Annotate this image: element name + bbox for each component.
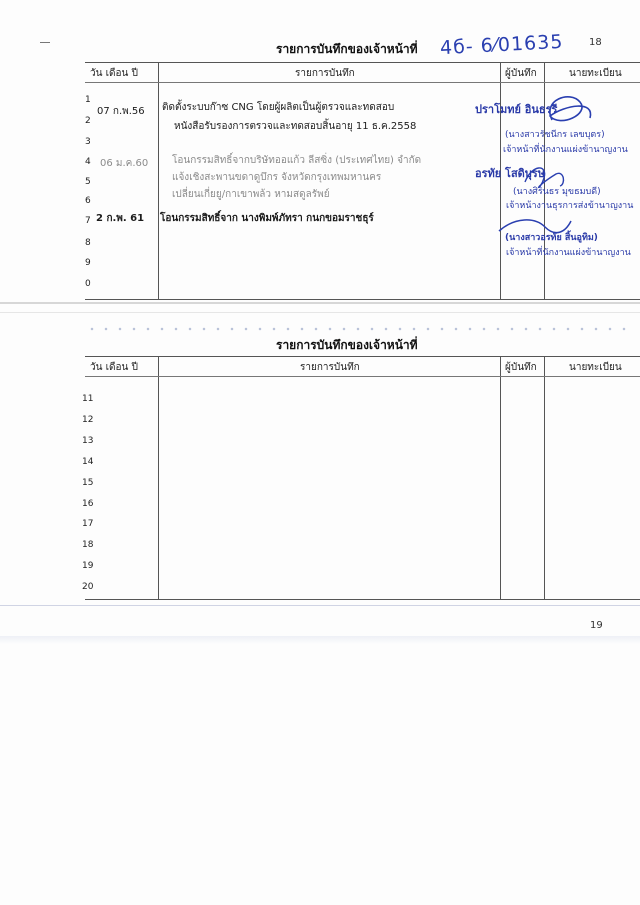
row-number: 1 bbox=[85, 95, 91, 105]
row-number: 3 bbox=[85, 137, 91, 147]
row-number: 19 bbox=[82, 561, 94, 571]
entry-line: โอนกรรมสิทธิ์จาก นางพิมพ์ภัทรา กนกขอมราชธุร์ bbox=[160, 213, 374, 224]
header-registrar: นายทะเบียน bbox=[569, 68, 622, 79]
header-registrar: นายทะเบียน bbox=[569, 362, 622, 373]
margin-mark bbox=[40, 42, 50, 43]
row-number: 7 bbox=[85, 216, 91, 226]
row-number: 2 bbox=[85, 116, 91, 126]
header-date: วัน เดือน ปี bbox=[90, 68, 138, 79]
row-number: 6 bbox=[85, 196, 91, 206]
header-recorder: ผู้บันทึก bbox=[505, 68, 537, 79]
header-date: วัน เดือน ปี bbox=[90, 362, 138, 373]
signature-scribble-1 bbox=[540, 90, 600, 130]
record-table-bottom bbox=[85, 356, 640, 600]
row-number: 12 bbox=[82, 415, 94, 425]
officer-role-2: เจ้าหน้างานธุรการส่งข้านาญงาน bbox=[506, 201, 634, 211]
section-title-top: รายการบันทึกของเจ้าหน้าที่ bbox=[276, 42, 418, 56]
signature-scribble-3 bbox=[495, 213, 575, 243]
entry-line: หนังสือรับรองการตรวจและทดสอบสิ้นอายุ 11 ธ.ค.2558 bbox=[174, 121, 417, 132]
header-recorder: ผู้บันทึก bbox=[505, 362, 537, 373]
row-number: 4 bbox=[85, 157, 91, 167]
row-number: 8 bbox=[85, 238, 91, 248]
page-number-bottom: 19 bbox=[590, 620, 603, 631]
perforation-dots bbox=[85, 326, 630, 332]
officer-name-2: อรทัย โสดิบุรษ bbox=[475, 167, 545, 180]
row-number: 18 bbox=[82, 540, 94, 550]
row-number: 15 bbox=[82, 478, 94, 488]
entry-date: 2 ก.พ. 61 bbox=[96, 213, 145, 224]
entry-date: 07 ก.พ.56 bbox=[97, 106, 145, 117]
row-number: 17 bbox=[82, 519, 94, 529]
row-number: 11 bbox=[82, 394, 94, 404]
officer-sub-1: (นางสาวรัชนีกร เลขบุตร) bbox=[505, 130, 605, 140]
entry-date: 06 ม.ค.60 bbox=[100, 158, 149, 169]
page-number-top: 18 bbox=[589, 37, 602, 48]
row-number: 0 bbox=[85, 279, 91, 289]
entry-line: ติดตั้งระบบก๊าซ CNG โดยผู้ผลิตเป็นผู้ตรวจและทดสอบ bbox=[162, 102, 395, 113]
page-edge-shadow bbox=[0, 636, 640, 644]
entry-line: โอนกรรมสิทธิ์จากบริษัทออแก้ว ลีสซิ่ง (ประเทศไทย) จำกัด bbox=[172, 155, 422, 166]
officer-role-1: เจ้าหน้าที่นักงานแผ่งข้านาญงาน bbox=[503, 145, 628, 155]
row-number: 13 bbox=[82, 436, 94, 446]
row-number: 5 bbox=[85, 177, 91, 187]
row-number: 9 bbox=[85, 258, 91, 268]
header-record: รายการบันทึก bbox=[295, 68, 355, 79]
officer-sub-2: (นางศิรินธร มุขธมบดี) bbox=[513, 187, 601, 197]
officer-sub-3: (นางสาวอรทัย สิ้นอูทิม) bbox=[505, 233, 598, 243]
entry-line: แจ้งเชิงสะพานขดาดูบึกร จังหวัดกรุงเทพมหานคร bbox=[172, 172, 382, 183]
signature-scribble-2 bbox=[520, 162, 570, 192]
page-separator bbox=[0, 302, 640, 304]
page-separator bbox=[0, 312, 640, 313]
row-number: 16 bbox=[82, 499, 94, 509]
header-record: รายการบันทึก bbox=[300, 362, 360, 373]
handwritten-stamp: 4б- 6⁄01635 bbox=[439, 30, 564, 60]
page-bottom-rule bbox=[0, 605, 640, 606]
row-number: 20 bbox=[82, 582, 94, 592]
entry-line: เปลี่ยนเกี่ยยู/กาเขาพล้ว หามสดูลรัพย์ bbox=[172, 189, 330, 200]
section-title-bottom: รายการบันทึกของเจ้าหน้าที่ bbox=[276, 338, 418, 352]
officer-role-3: เจ้าหน้าที่นักงานแผ่งข้านาญงาน bbox=[506, 248, 631, 258]
officer-name-1: ปราโมทย์ อินธรรี bbox=[475, 103, 558, 116]
row-number: 14 bbox=[82, 457, 94, 467]
